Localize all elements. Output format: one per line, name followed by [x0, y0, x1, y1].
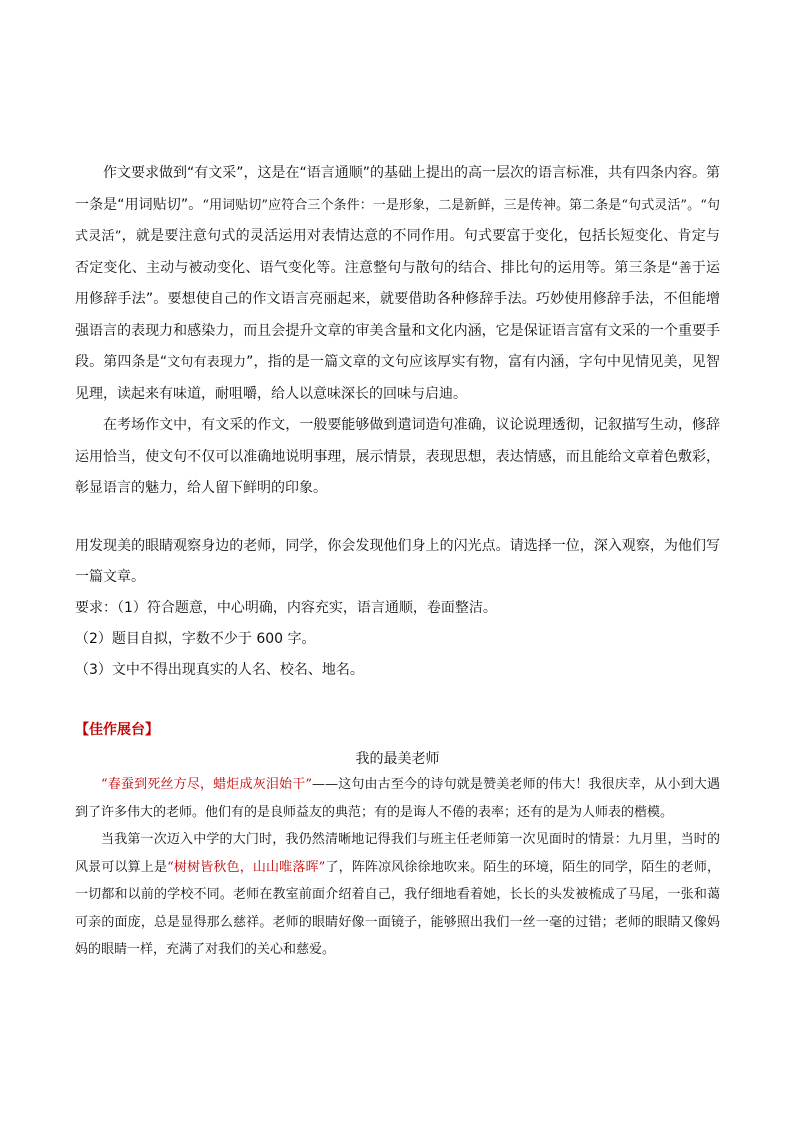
task-requirement-1: 要求：（1）符合题意，中心明确，内容充实，语言通顺，卷面整洁。 — [75, 600, 497, 616]
intro-p1-part-4: ，就是要注意句式的灵活运用对表情达意的不同作用。句式要富于变化，包括长短变化、肯定与否定变化、主动与被动变化、语气变化等。注意整句与散句的结合、排比句的运用等。第三条是“ — [75, 228, 720, 276]
intro-p1-part-1: 作文要求做到“有文采”，这是在“语言通顺”的基础上提出的高一层次的语言标准，共有四条内容。第一条是“用词贴切”。 — [75, 165, 721, 213]
essay-p2-text-b: 了，阵阵凉风徐徐地吹来。陌生的环境，陌生的同学，陌生的老师，一切都和以前的学校不同。老师在教室前面介绍着自己，我仔细地看着她，长长的头发被梳成了马尾，一张和蔼可亲的面庞，总是显得那么慈祥。老师的眼睛好像一面镜子，能够照出我们一丝一毫的过错；老师的眼睛又像妈妈的眼睛一样，充满了对我们的关心和慈爱。 — [75, 859, 720, 957]
essay-p2-text-a: 当我第一次迈入中学的大门时，我仍然清晰地记得我们与班主任老师第一次见面时的情景：九月里，当时的风景可以算上是 — [75, 832, 720, 875]
task-requirement-3: （3）文中不得出现真实的人名、校名、地名。 — [75, 662, 364, 678]
intro-p1-part-6: 于运用修辞手法”。要想使自己的作文语言亮丽起来，就要借助各种修辞手法。巧妙使用修辞手法，不但能增强语言的表现力和感染力，而且会提升文章的审美含量和文化内涵，它是保证语言富有文采的一个重要手段。第四条是“ — [75, 259, 720, 370]
intro-p1-part-8: ”，指的是一篇文章的文句应该厚实有物，富有内涵，字句中见情见美，见智见理，读起来有味道，耐咀嚼，给人以意味深长的回味与启迪。 — [75, 354, 720, 402]
intro-p1-part-3: “句式灵活” — [75, 197, 720, 244]
intro-p1-part-2: “用词贴切”应符合三个条件：一是形象，二是新鲜，三是传神。第二条是“句式灵活”。 — [202, 197, 701, 213]
essay-paragraph-1 — [75, 771, 720, 826]
intro-p1-part-7: 文句有表现力 — [167, 355, 247, 370]
essay-title: 我的最美老师 — [355, 751, 440, 767]
intro-paragraph-1 — [75, 158, 720, 410]
showcase-heading: 【佳作展台】 — [75, 722, 159, 738]
intro-section — [75, 158, 720, 505]
writing-task-section — [75, 531, 720, 686]
task-requirement-2: （2）题目自拟，字数不少于 600 字。 — [75, 631, 316, 647]
essay-p1-text: ——这句由古至今的诗句就是赞美老师的伟大！我很庆幸，从小到大遇到了许多伟大的老师。他们有的是良师益友的典范；有的是诲人不倦的表率；还有的是为人师表的楷模。 — [75, 777, 720, 820]
essay-p2-quote: “树树皆秋色，山山唯落晖” — [167, 859, 326, 875]
task-prompt: 用发现美的眼睛观察身边的老师，同学，你会发现他们身上的闪光点。请选择一位，深入观察，为他们写一篇文章。 — [75, 538, 720, 585]
intro-p1-part-5: 善 — [678, 260, 692, 276]
essay-p1-quote: “春蚕到死丝方尽，蜡炬成灰泪始干” — [101, 777, 313, 792]
essay-body — [75, 771, 720, 964]
essay-paragraph-2 — [75, 826, 720, 964]
intro-paragraph-2: 在考场作文中，有文采的作文，一般要能够做到遣词造句准确，议论说理透彻，记叙描写生动，修辞运用恰当，使文句不仅可以准确地说明事理，展示情景，表现思想，表达情感，而且能给文章着色敷彩，彰显语言的魅力，给人留下鲜明的印象。 — [75, 417, 720, 496]
